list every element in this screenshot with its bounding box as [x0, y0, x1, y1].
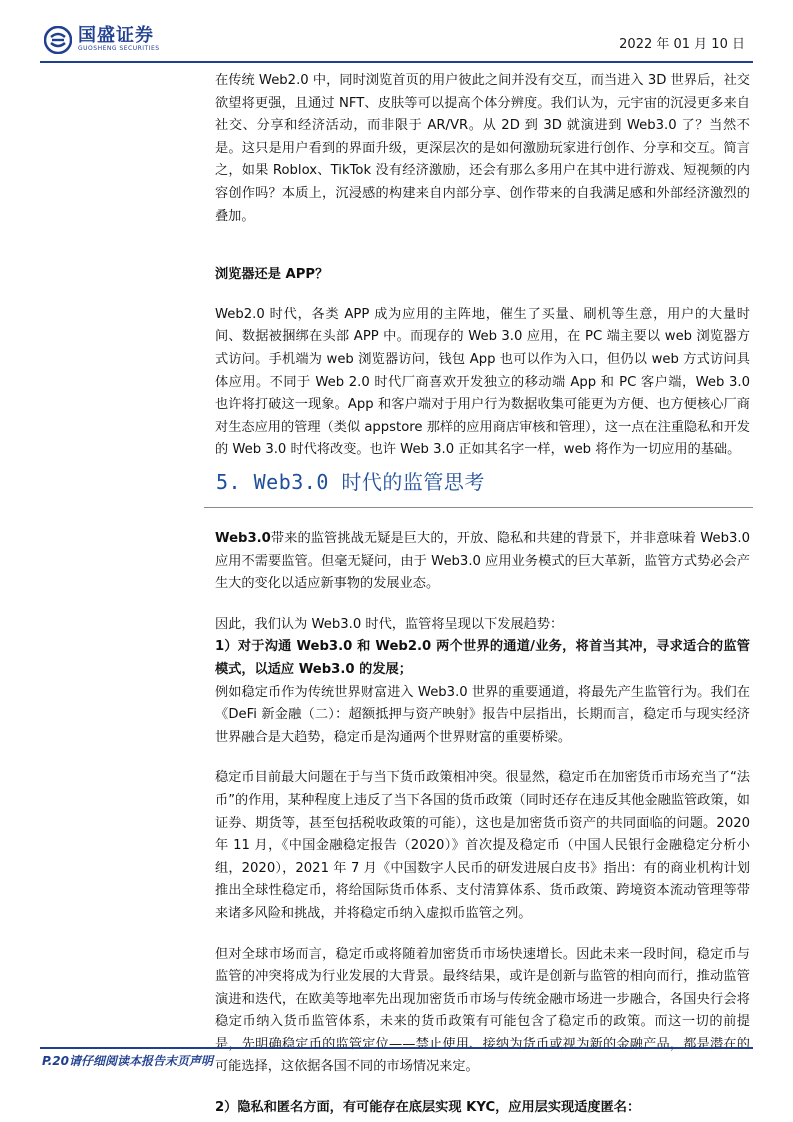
page-header: [0, 0, 793, 66]
point-two-heading: 2）隐私和匿名方面，有可能存在底层实现 KYC，应用层实现适度匿名：: [215, 1100, 641, 1116]
point-one-heading: 1）对于沟通 Web3.0 和 Web2.0 两个世界的通道/业务，将首当其冲，寻求适合的监管模式，以适应 Web3.0 的发展；: [215, 639, 750, 677]
footer-divider: [40, 1047, 753, 1049]
paragraph-browser-app: Web2.0 时代，各类 APP 成为应用的主阵地，催生了买量、刷机等生意，用户的大量时间、数据被捆绑在头部 APP 中。而现存的 Web 3.0 应用，在 PC 端主要以 web 浏览器方式访问。手机端为 web 浏览器访问，钱包 App 也可以作为入口，但仍以 web 方式访问具体应用。不同于 Web 2.0 时代厂商喜欢开发独立的移动端 App 和 PC 客户端，Web 3.0 也许将打破这一现象。App 和客户端对于用户行为数据收集可能更为方便、也方便核心厂商对生态应用的管理（类似 appstore 那样的应用商店审核和管理），这一点在注重隐私和开发的 Web 3.0 时代将改变。也许 Web 3.0 正如其名字一样，web 将作为一切应用的基础。: [215, 306, 750, 458]
logo-name-cn: 国盛证券: [78, 25, 154, 46]
company-logo: [44, 26, 160, 54]
paragraph-regulation-intro: [215, 528, 750, 596]
body-text-regulation: [215, 528, 750, 1120]
section-divider: [204, 507, 753, 508]
header-divider: [40, 61, 753, 63]
logo-name-en: GUOSHENG SECURITIES: [78, 45, 160, 52]
paragraph-immersion: 在传统 Web2.0 中，同时浏览首页的用户彼此之间并没有交互，而当进入 3D 世界后，社交欲望将更强，且通过 NFT、皮肤等可以提高个体分辨度。我们认为，元宇宙的沉浸更多来自社交、分享和经济活动，而非限于 AR/VR。从 2D 到 3D 就演进到 Web3.0 了？当然不是。这只是用户看到的界面升级，更深层次的是如何激励玩家进行创作、分享和交互。简言之，如果 Roblox、TikTok 没有经济激励，还会有那么多用户在其中进行游戏、短视频的内容创作吗？本质上，沉浸感的构建来自内部分享、创作带来的自我满足感和外部经济激烈的叠加。: [215, 73, 750, 224]
paragraph-stablecoin-channel: 例如稳定币作为传统世界财富进入 Web3.0 世界的重要通道，将最先产生监管行为。我们在《DeFi 新金融（二）：超额抵押与资产映射》报告中层指出，长期而言，稳定币与现实经济世界融合是大趋势，稳定币是沟通两个世界财富的重要桥梁。: [215, 684, 750, 745]
report-date: 2022 年 01 月 10 日: [619, 37, 745, 52]
body-text-top: [215, 70, 750, 462]
paragraph-lead-rest: 带来的监管挑战无疑是巨大的，开放、隐私和共建的背景下，并非意味着 Web3.0 应用不需要监管。但毫无疑问，由于 Web3.0 应用业务模式的巨大革新，监管方式势必会产生大的变化以适应新事物的发展业态。: [215, 531, 750, 592]
paragraph-global-market: 但对全球市场而言，稳定币或将随着加密货币市场快速增长。因此未来一段时间，稳定币与监管的冲突将成为行业发展的大背景。最终结果，或许是创新与监管的相向而行，推动监管演进和迭代，在欧美等地率先出现加密货币市场与传统金融市场进一步融合，各国央行会将稳定币纳入货币监管体系，未来的货币政策有可能包含了稳定币的政策。而这一切的前提是，先明确稳定币的监管定位——禁止使用、接纳为货币或视为新的金融产品，都是潜在的可能选择，这依据各国不同的市场情况来定。: [215, 946, 750, 1075]
paragraph-lead-bold: Web3.0: [215, 531, 271, 546]
guosheng-logo-icon: [44, 26, 72, 54]
subheading-browser-or-app: 浏览器还是 APP？: [215, 267, 329, 283]
section-title: 5. Web3.0 时代的监管思考: [216, 470, 485, 494]
page-footer: P.20请仔细阅读本报告末页声明: [42, 1054, 213, 1068]
paragraph-stablecoin-conflict: 稳定币目前最大问题在于与当下货币政策相冲突。很显然，稳定币在加密货币市场充当了“法币”的作用，某种程度上违反了当下各国的货币政策（同时还存在违反其他金融监管政策，如证券、期货等，甚至包括税收政策的可能），这也是加密货币资产的共同面临的问题。2020 年 11 月，《中国金融稳定报告（2020）》首次提及稳定币（中国人民银行金融稳定分析小组，2020），2021 年 7 月《中国数字人民币的研发进展白皮书》指出：有的商业机构计划推出全球性稳定币，将给国际货币体系、支付清算体系、货币政策、跨境资本流动管理等带来诸多风险和挑战，并将稳定币纳入虚拟币监管之列。: [215, 770, 750, 921]
paragraph-trends-intro: 因此，我们认为 Web3.0 时代，监管将呈现以下发展趋势：: [215, 616, 564, 632]
